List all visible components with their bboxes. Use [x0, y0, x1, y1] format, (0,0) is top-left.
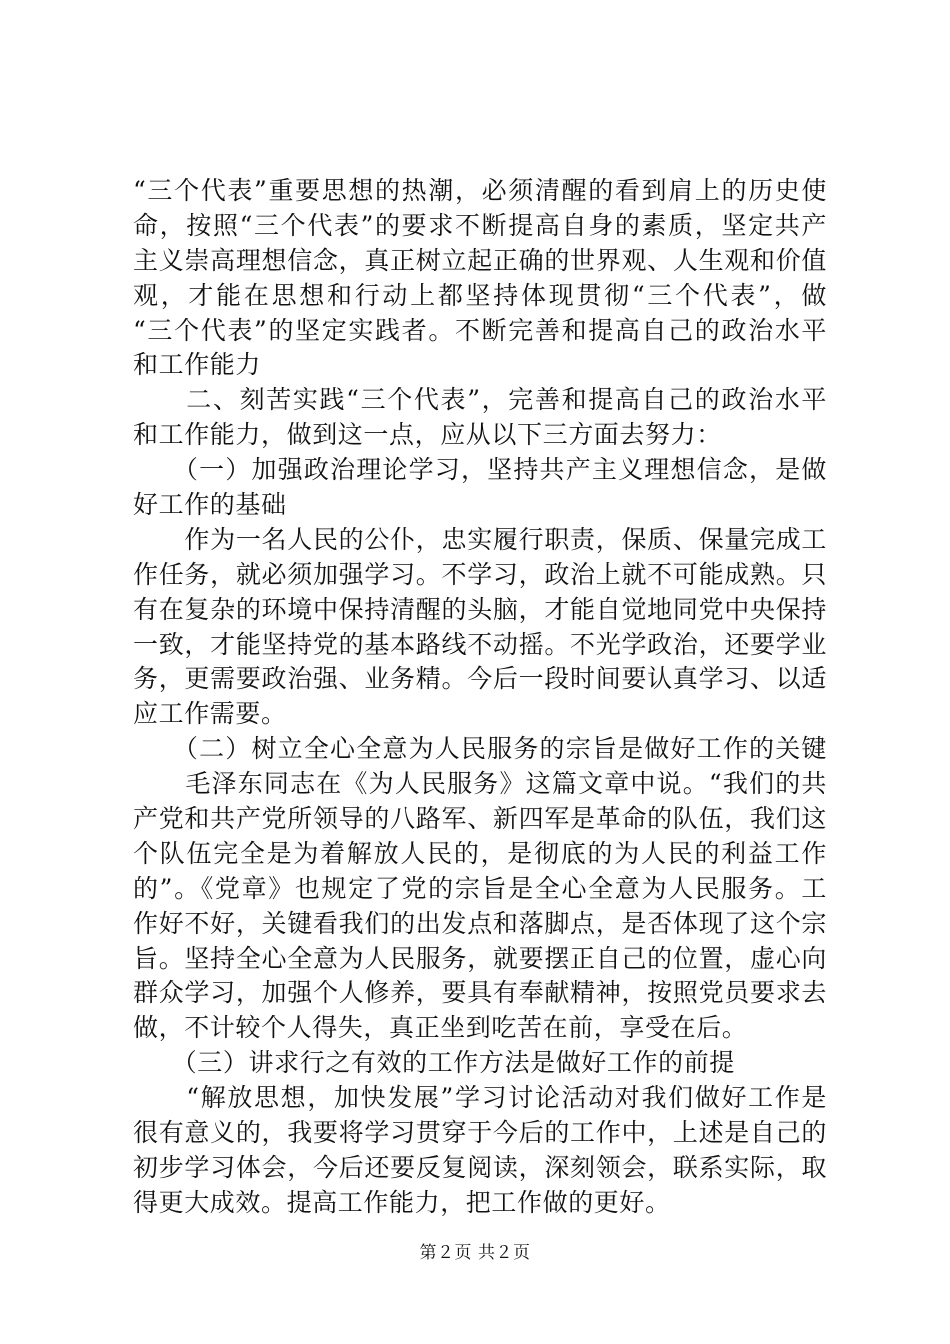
body-line: 作为一名人民的公仆，忠实履行职责，保质、保量完成工 — [133, 524, 827, 554]
body-line: 命，按照“三个代表”的要求不断提高自身的素质，坚定共产 — [133, 210, 827, 240]
body-line: 好工作的基础 — [133, 490, 287, 520]
body-line: 的”。《党章》也规定了党的宗旨是全心全意为人民服务。工 — [133, 873, 827, 903]
body-line: “解放思想，加快发展”学习讨论活动对我们做好工作是 — [133, 1083, 827, 1113]
body-line: 二、刻苦实践“三个代表”，完善和提高自己的政治水平 — [133, 385, 827, 415]
body-line: 有在复杂的环境中保持清醒的头脑，才能自觉地同党中央保持 — [133, 594, 827, 624]
body-line: “三个代表”的坚定实践者。不断完善和提高自己的政治水平 — [133, 315, 827, 345]
body-line: （一）加强政治理论学习，坚持共产主义理想信念，是做 — [133, 455, 827, 485]
body-line: 毛泽东同志在《为人民服务》这篇文章中说。“我们的共 — [133, 769, 827, 799]
body-line: 作好不好，关键看我们的出发点和落脚点，是否体现了这个宗 — [133, 908, 827, 938]
body-line: 群众学习，加强个人修养，要具有奉献精神，按照党员要求去 — [133, 978, 827, 1008]
body-line: 产党和共产党所领导的八路军、新四军是革命的队伍，我们这 — [133, 804, 827, 834]
body-line: 初步学习体会，今后还要反复阅读，深刻领会，联系实际，取 — [133, 1152, 827, 1182]
document-body — [133, 174, 827, 1221]
body-line: 一致，才能坚持党的基本路线不动摇。不光学政治，还要学业 — [133, 629, 827, 659]
body-line: 得更大成效。提高工作能力，把工作做的更好。 — [133, 1187, 671, 1217]
body-line: 旨。坚持全心全意为人民服务，就要摆正自己的位置，虚心向 — [133, 943, 827, 973]
body-line: 观，才能在思想和行动上都坚持体现贯彻“三个代表”，做 — [133, 280, 827, 310]
body-line: 做，不计较个人得失，真正坐到吃苦在前，享受在后。 — [133, 1013, 748, 1043]
body-line: 主义崇高理想信念，真正树立起正确的世界观、人生观和价值 — [133, 245, 827, 275]
body-line: 应工作需要。 — [133, 699, 287, 729]
body-line: “三个代表”重要思想的热潮，必须清醒的看到肩上的历史使 — [133, 176, 827, 205]
body-line: 和工作能力，做到这一点，应从以下三方面去努力： — [133, 420, 722, 450]
body-line: 务，更需要政治强、业务精。今后一段时间要认真学习、以适 — [133, 664, 827, 694]
body-line: 个队伍完全是为着解放人民的，是彻底的为人民的利益工作 — [133, 838, 827, 868]
body-line: 和工作能力 — [133, 350, 262, 380]
body-line: （二）树立全心全意为人民服务的宗旨是做好工作的关键 — [133, 734, 827, 764]
body-line: （三）讲求行之有效的工作方法是做好工作的前提 — [133, 1048, 735, 1078]
page-number: 第２页 共２页 — [419, 1243, 531, 1263]
body-line: 很有意义的，我要将学习贯穿于今后的工作中，上述是自己的 — [133, 1118, 827, 1148]
body-line: 作任务，就必须加强学习。不学习，政治上就不可能成熟。只 — [133, 559, 827, 589]
